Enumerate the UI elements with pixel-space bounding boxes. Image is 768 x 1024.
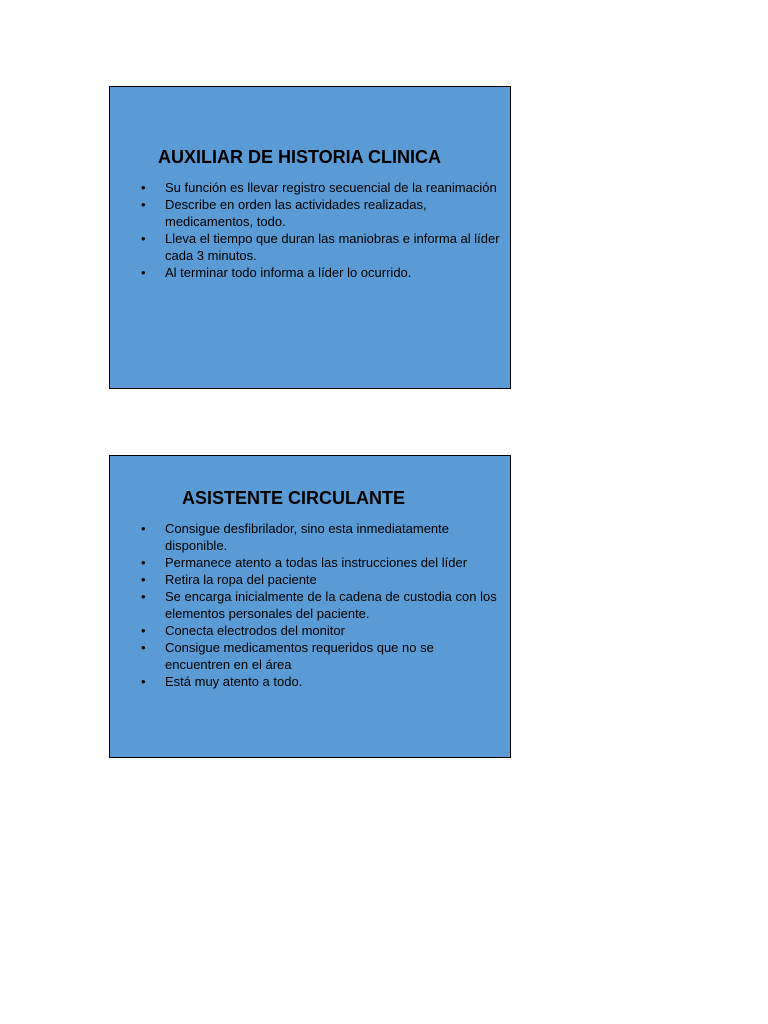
list-item (110, 196, 502, 230)
list-item (110, 264, 502, 281)
bullet-icon: • (141, 640, 146, 655)
bullet-icon: • (141, 521, 146, 536)
slide-title: ASISTENTE CIRCULANTE (182, 488, 406, 508)
bullet-icon: • (141, 265, 146, 280)
slide-title: AUXILIAR DE HISTORIA CLINICA (158, 147, 442, 167)
bullet-list (110, 179, 502, 281)
list-item (110, 554, 502, 571)
list-item-text: Consigue medicamentos requeridos que no se encuentren en el área (165, 640, 434, 672)
bullet-icon: • (141, 197, 146, 212)
slide-auxiliar-historia-clinica (109, 86, 511, 389)
list-item (110, 571, 502, 588)
list-item-text: Lleva el tiempo que duran las maniobras e informa al líder cada 3 minutos. (165, 231, 500, 263)
bullet-icon: • (141, 674, 146, 689)
list-item-text: Permanece atento a todas las instrucciones del líder (165, 555, 468, 570)
list-item-text: Al terminar todo informa a líder lo ocurrido. (165, 265, 412, 280)
list-item (110, 588, 502, 622)
list-item (110, 639, 502, 673)
bullet-icon: • (141, 589, 146, 604)
list-item-text: Está muy atento a todo. (165, 674, 303, 689)
list-item (110, 673, 502, 690)
bullet-icon: • (141, 572, 146, 587)
list-item (110, 622, 502, 639)
list-item (110, 179, 502, 196)
slide-asistente-circulante (109, 455, 511, 758)
bullet-icon: • (141, 555, 146, 570)
bullet-list (110, 520, 502, 690)
bullet-icon: • (141, 231, 146, 246)
list-item (110, 230, 502, 264)
list-item (110, 520, 502, 554)
list-item-text: Se encarga inicialmente de la cadena de custodia con los elementos personales del paciente. (165, 589, 497, 621)
list-item-text: Describe en orden las actividades realizadas, medicamentos, todo. (165, 197, 427, 229)
bullet-icon: • (141, 180, 146, 195)
list-item-text: Conecta electrodos del monitor (165, 623, 345, 638)
list-item-text: Consigue desfibrilador, sino esta inmediatamente disponible. (165, 521, 450, 553)
bullet-icon: • (141, 623, 146, 638)
list-item-text: Retira la ropa del paciente (165, 572, 317, 587)
list-item-text: Su función es llevar registro secuencial de la reanimación (165, 180, 497, 195)
